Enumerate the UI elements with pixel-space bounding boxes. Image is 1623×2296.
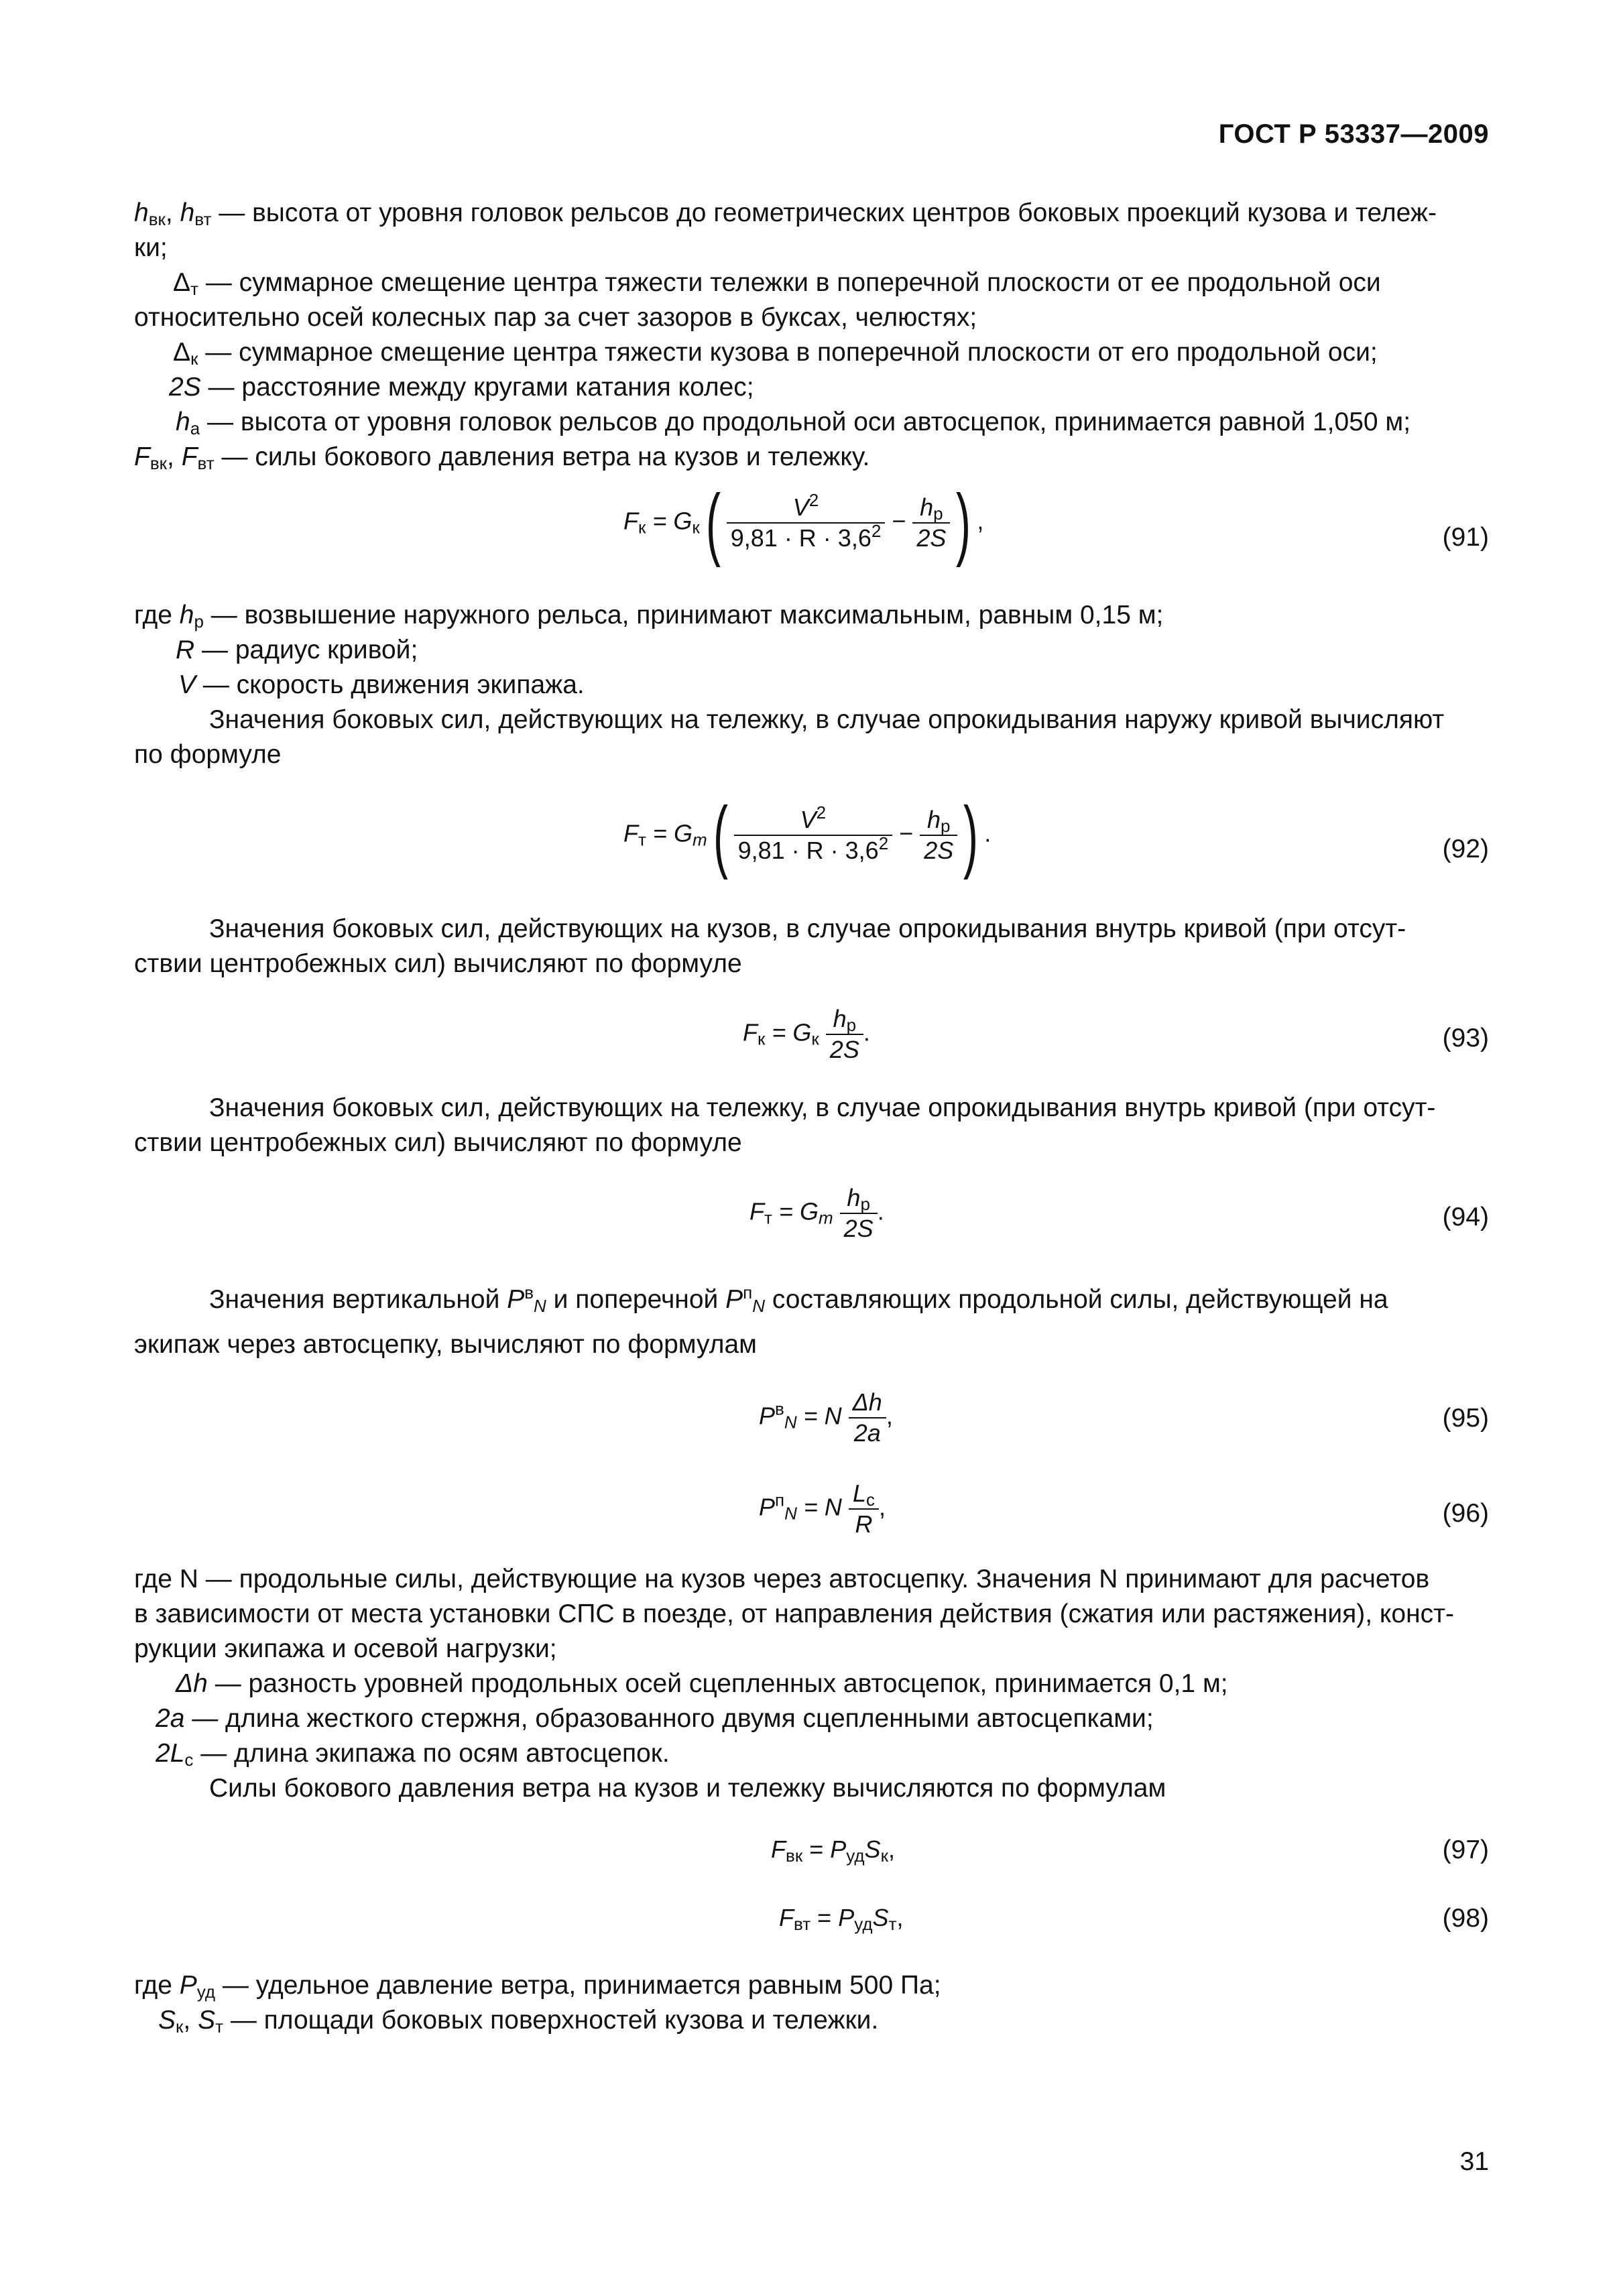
definition-pud: где $P_{уд}$ — удельное давление ветра, принимается равным 500 Па; [134, 1971, 941, 2002]
paragraph-text: ствии центробежных сил) вычисляют по формуле [134, 1128, 742, 1157]
equation-number: (91) [1442, 523, 1489, 552]
equation-92: $F_т = G_m$( $\frac{V^2}{9,81 \cdot R \cdot 3,6^2}$ − $\frac{h_р}{2S}$ ) . [623, 790, 991, 880]
definition-continuation: ки; [134, 233, 168, 262]
equation-number: (96) [1442, 1499, 1489, 1528]
definition-delta-k: $\Delta_к$ — суммарное смещение центра тяжести кузова в поперечной плоскости от его продольной оси; [173, 338, 1378, 369]
equation-96: $P^п_N = N$ $\frac{L_c}{R}$ , [759, 1479, 886, 1538]
definition-delta-t: $\Delta_т$ — суммарное смещение центра тяжести тележки в поперечной плоскости от ее продольной оси [173, 268, 1381, 299]
equation-number: (98) [1442, 1904, 1489, 1933]
paragraph-text: Значения вертикальной $P^в_N$ и поперечной $P^п_N$ составляющих продольной силы, действующей на [209, 1282, 1388, 1316]
definition-sk-st: $S_к$, $S_т$ — площади боковых поверхностей кузова и тележки. [158, 2006, 879, 2037]
definition-continuation: относительно осей колесных пар за счет зазоров в буксах, челюстях; [134, 303, 977, 332]
definition-hvk-hvt: $h_{вк}$, $h_{вт}$ — высота от уровня головок рельсов до геометрических центров боковых проекций кузова и тележ- [134, 198, 1437, 229]
page-number: 31 [1459, 2147, 1489, 2176]
definition-delta-h: Δh — разность уровней продольных осей сцепленных автосцепок, принимается 0,1 м; [176, 1669, 1228, 1698]
definition-r: R — радиус кривой; [176, 636, 418, 664]
definition-2s: 2S — расстояние между кругами катания колес; [169, 373, 754, 402]
equation-number: (95) [1442, 1404, 1489, 1433]
definition-hp: где $h_р$ — возвышение наружного рельса, принимают максимальным, равным 0,15 м; [134, 601, 1164, 631]
definition-fvk-fvt: $F_{вк}$, $F_{вт}$ — силы бокового давления ветра на кузов и тележку. [134, 442, 870, 473]
definition-2lc: $2L_с$ — длина экипажа по осям автосцепок. [156, 1739, 670, 1770]
equation-95: $P^в_N = N$ $\frac{\Delta h}{2a}$ , [759, 1388, 893, 1447]
equation-number: (94) [1442, 1203, 1489, 1231]
equation-number: (97) [1442, 1835, 1489, 1864]
paragraph-text: Силы бокового давления ветра на кузов и тележку вычисляются по формулам [209, 1774, 1166, 1803]
equation-93: $F_к = G_к$ $\frac{h_р}{2S}$ . [743, 1005, 870, 1063]
equation-91: $F_к = G_к$( $\frac{V^2}{9,81 \cdot R \cdot 3,6^2}$ − $\frac{h_р}{2S}$ ) , [623, 478, 984, 568]
paragraph-text: Значения боковых сил, действующих на тележку, в случае опрокидывания внутрь кривой (при отсут- [209, 1093, 1436, 1122]
paragraph-text: ствии центробежных сил) вычисляют по формуле [134, 949, 742, 978]
paragraph-text: рукции экипажа и осевой нагрузки; [134, 1634, 557, 1663]
definition-2a: 2a — длина жесткого стержня, образованного двумя сцепленными автосцепками; [156, 1704, 1154, 1733]
paragraph-text: Значения боковых сил, действующих на кузов, в случае опрокидывания внутрь кривой (при отсут- [209, 914, 1406, 943]
paragraph-text: где N — продольные силы, действующие на кузов через автосцепку. Значения N принимают для расчетов [134, 1565, 1430, 1593]
paragraph-text: Значения боковых сил, действующих на тележку, в случае опрокидывания наружу кривой вычисляют [209, 705, 1445, 734]
definition-ha: $h_а$ — высота от уровня головок рельсов до продольной оси автосцепок, принимается равной 1,050 м; [176, 408, 1411, 438]
equation-98: $F_{вт} = P_{уд}S_т$, [779, 1904, 904, 1934]
paragraph-text: в зависимости от места установки СПС в поезде, от направления действия (сжатия или растяжения), конст- [134, 1599, 1455, 1628]
paragraph-text: экипаж через автосцепку, вычисляют по формулам [134, 1330, 757, 1359]
equation-number: (93) [1442, 1024, 1489, 1052]
definition-v: V — скорость движения экипажа. [178, 670, 585, 699]
equation-number: (92) [1442, 835, 1489, 863]
equation-97: $F_{вк} = P_{уд}S_к$, [771, 1835, 895, 1866]
paragraph-text: по формуле [134, 740, 282, 769]
equation-94: $F_т = G_m$ $\frac{h_р}{2S}$ . [749, 1184, 884, 1242]
document-header: ГОСТ Р 53337—2009 [1218, 119, 1489, 149]
